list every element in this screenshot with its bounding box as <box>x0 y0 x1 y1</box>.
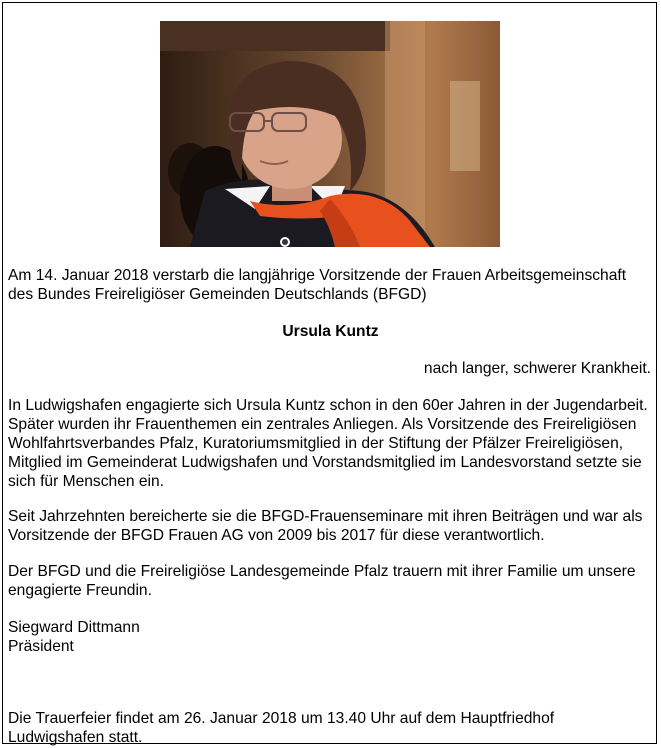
signatory-title: Präsident <box>8 638 74 655</box>
cause-of-death: nach langer, schwerer Krankheit. <box>423 360 651 377</box>
portrait-photo <box>160 21 500 247</box>
notice-intro: Am 14. Januar 2018 verstarb die langjährige Vorsitzende der Frauen Arbeitsgemeinschaft des Bundes Freireligiöser Gemeinden Deutschlands (BFGD) <box>8 267 627 303</box>
deceased-name: Ursula Kuntz <box>282 323 379 340</box>
seminar-paragraph: Seit Jahrzehnten bereicherte sie die BFGD-Frauenseminare mit ihren Beiträgen und war als Vorsitzende der BFGD Frauen AG von 2009 bis 2017 für diese verantwortlich. <box>8 508 643 544</box>
biography-paragraph: In Ludwigshafen engagierte sich Ursula Kuntz schon in den 60er Jahren in der Jugendarbeit. Später wurden ihr Frauenthemen ein zentrales Anliegen. Als Vorsitzende des Freireligiösen Wohlfahrtsverbandes Pfalz, Kuratoriumsmitglied in der Stiftung der Pfälzer Freireligiösen, Mitglied im Gemeinderat Ludwigshafen und Vorstandsmitglied im Landesvorstand setzte sie sich für Menschen ein. <box>8 397 648 490</box>
mourning-paragraph: Der BFGD und die Freireligiöse Landesgemeinde Pfalz trauern mit ihrer Familie um unsere engagierte Freundin. <box>8 563 636 599</box>
signatory-name: Siegward Dittmann <box>8 619 140 636</box>
funeral-notice: Die Trauerfeier findet am 26. Januar 2018 um 13.40 Uhr auf dem Hauptfriedhof Ludwigshafen statt. <box>8 710 555 746</box>
